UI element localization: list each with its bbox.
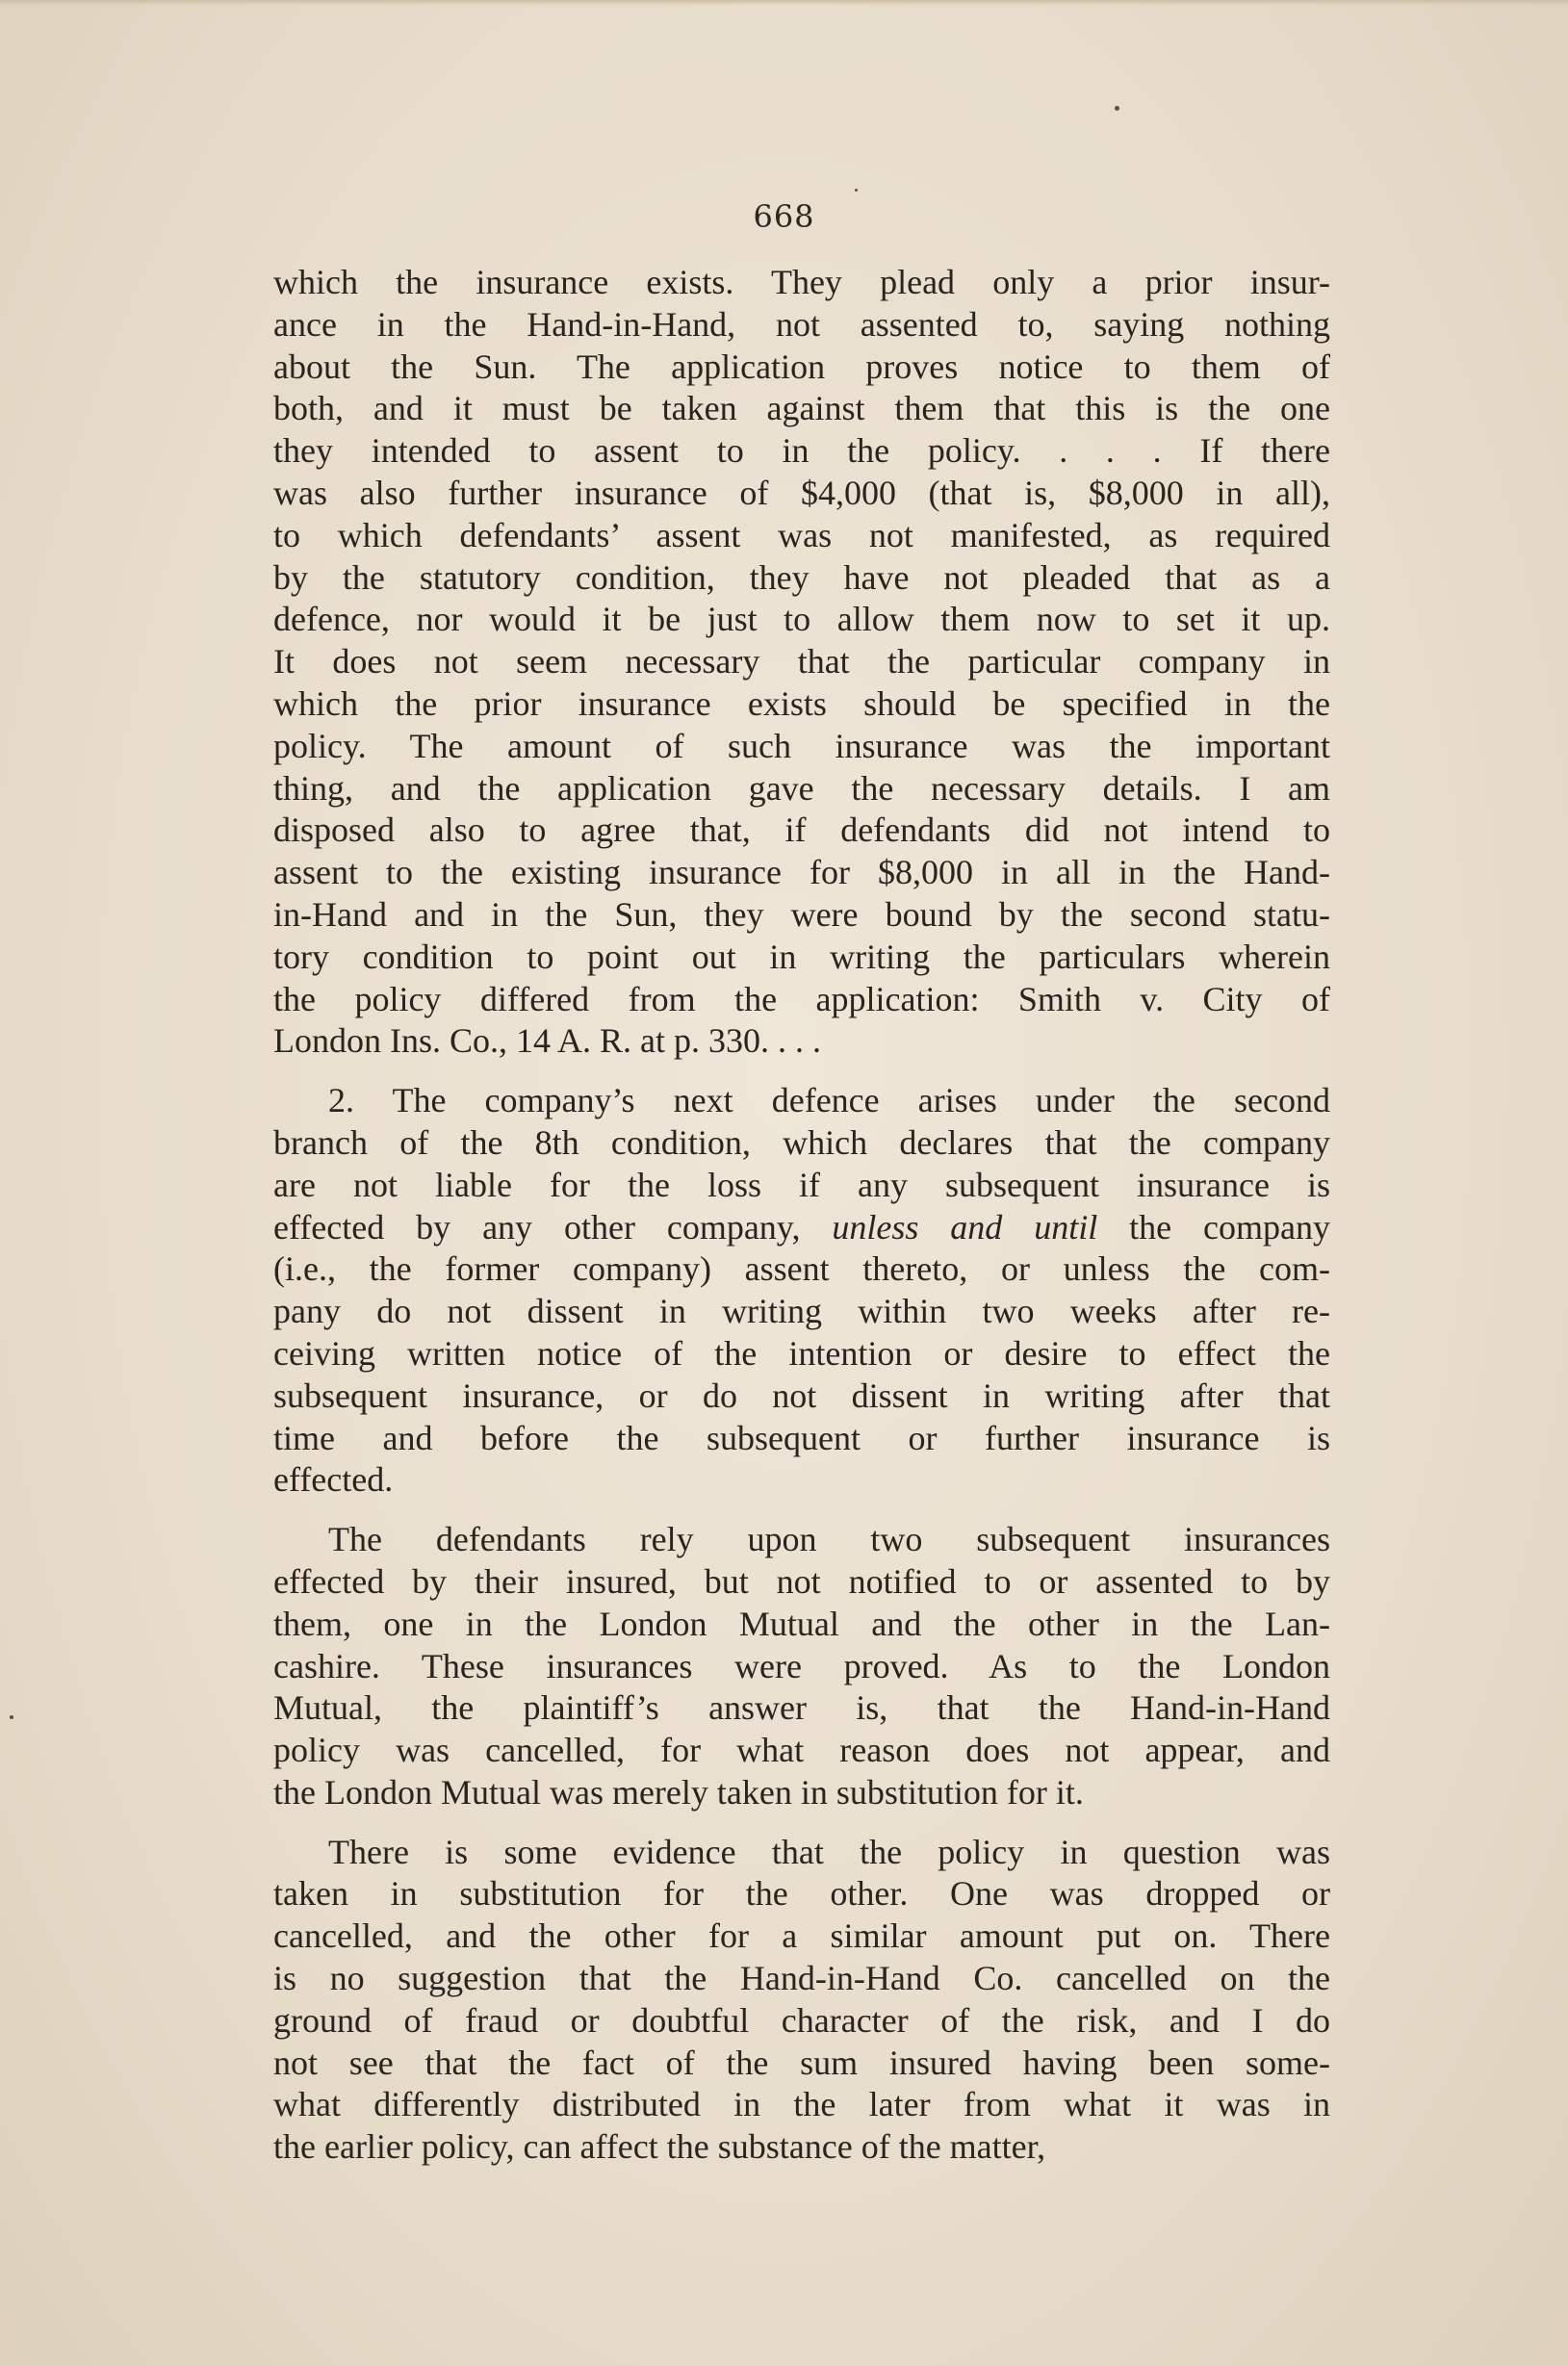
text-line: assent to the existing insurance for $8,000 in all in the Hand-	[273, 853, 1330, 892]
text-line: policy was cancelled, for what reason does not appear, and	[273, 1731, 1330, 1770]
text-line: 2. The company’s next defence arises under the second	[328, 1081, 1330, 1120]
text-line: time and before the subsequent or further insurance is	[273, 1418, 1330, 1457]
text-line: the London Mutual was merely taken in substitution for it.	[273, 1772, 1084, 1812]
text-line: to which defendants’ assent was not manifested, as required	[273, 515, 1330, 554]
text-line: cancelled, and the other for a similar amount put on. There	[273, 1916, 1330, 1956]
speck-mark	[1115, 106, 1119, 111]
emphasis-text: unless and until	[832, 1207, 1098, 1247]
text-line: are not liable for the loss if any subsequent insurance is	[273, 1165, 1330, 1204]
text-line: effected.	[273, 1460, 394, 1500]
text-line: policy. The amount of such insurance was the important	[273, 726, 1330, 765]
paragraph-1	[273, 262, 1330, 1063]
text-line: tory condition to point out in writing the particulars wherein	[273, 937, 1330, 976]
speck-mark	[855, 189, 858, 192]
text-line: taken in substitution for the other. One was dropped or	[273, 1874, 1330, 1914]
text-line: cashire. These insurances were proved. As to the London	[273, 1646, 1330, 1685]
text-line: London Ins. Co., 14 A. R. at p. 330. . . .	[273, 1021, 822, 1061]
text-line: The defendants rely upon two subsequent insurances	[328, 1520, 1330, 1559]
text-line: was also further insurance of $4,000 (that is, $8,000 in all),	[273, 473, 1330, 512]
text-line: ceiving written notice of the intention or desire to effect the	[273, 1333, 1330, 1373]
text-line: effected by any other company, unless and until the company	[273, 1207, 1331, 1247]
text-line: both, and it must be taken against them that this is the one	[273, 389, 1330, 428]
text-line: is no suggestion that the Hand-in-Hand Co. cancelled on the	[273, 1959, 1330, 1998]
paragraph-2	[273, 1080, 1330, 1502]
text-line: It does not seem necessary that the particular company in	[273, 642, 1330, 682]
text-line: not see that the fact of the sum insured having been some-	[273, 2043, 1330, 2082]
text-line: pany do not dissent in writing within two weeks after re-	[273, 1292, 1330, 1331]
body-text	[273, 262, 1330, 2169]
text-line: the policy differed from the application: Smith v. City of	[273, 979, 1330, 1018]
paragraph-3	[273, 1519, 1330, 1814]
text-line: what differently distributed in the later from what it was in	[273, 2085, 1330, 2124]
text-line: about the Sun. The application proves notice to them of	[273, 347, 1330, 386]
text-line: thing, and the application gave the necessary details. I am	[273, 768, 1330, 808]
text-line: ance in the Hand-in-Hand, not assented to, saying nothing	[273, 304, 1330, 344]
text-line: the earlier policy, can affect the substance of the matter,	[273, 2127, 1046, 2167]
text-line: by the statutory condition, they have not pleaded that as a	[273, 557, 1330, 597]
text-line: they intended to assent to in the policy. . . . If there	[273, 431, 1330, 471]
text-line: defence, nor would it be just to allow them now to set it up.	[273, 600, 1330, 639]
text-line: which the insurance exists. They plead only a prior insur-	[273, 263, 1330, 301]
text-line: effected by their insured, but not notified to or assented to by	[273, 1561, 1330, 1601]
speck-mark	[10, 1715, 13, 1719]
page-top-edge	[0, 0, 1568, 6]
text-line: ground of fraud or doubtful character of the risk, and I do	[273, 2000, 1330, 2040]
page-number: 668	[753, 198, 815, 235]
text-line: (i.e., the former company) assent thereto, or unless the com-	[273, 1249, 1330, 1289]
text-line: Mutual, the plaintiff’s answer is, that the Hand-in-Hand	[273, 1688, 1330, 1728]
text-line: There is some evidence that the policy in question was	[328, 1832, 1330, 1871]
text-line: them, one in the London Mutual and the other in the Lan-	[273, 1604, 1330, 1643]
text-line: branch of the 8th condition, which declares that the company	[273, 1122, 1330, 1162]
text-line: disposed also to agree that, if defendants did not intend to	[273, 810, 1330, 850]
paragraph-4	[273, 1832, 1330, 2169]
text-line: in-Hand and in the Sun, they were bound by the second statu-	[273, 894, 1330, 934]
text-line: which the prior insurance exists should be specified in the	[273, 683, 1330, 723]
text-line: subsequent insurance, or do not dissent in writing after that	[273, 1376, 1330, 1415]
